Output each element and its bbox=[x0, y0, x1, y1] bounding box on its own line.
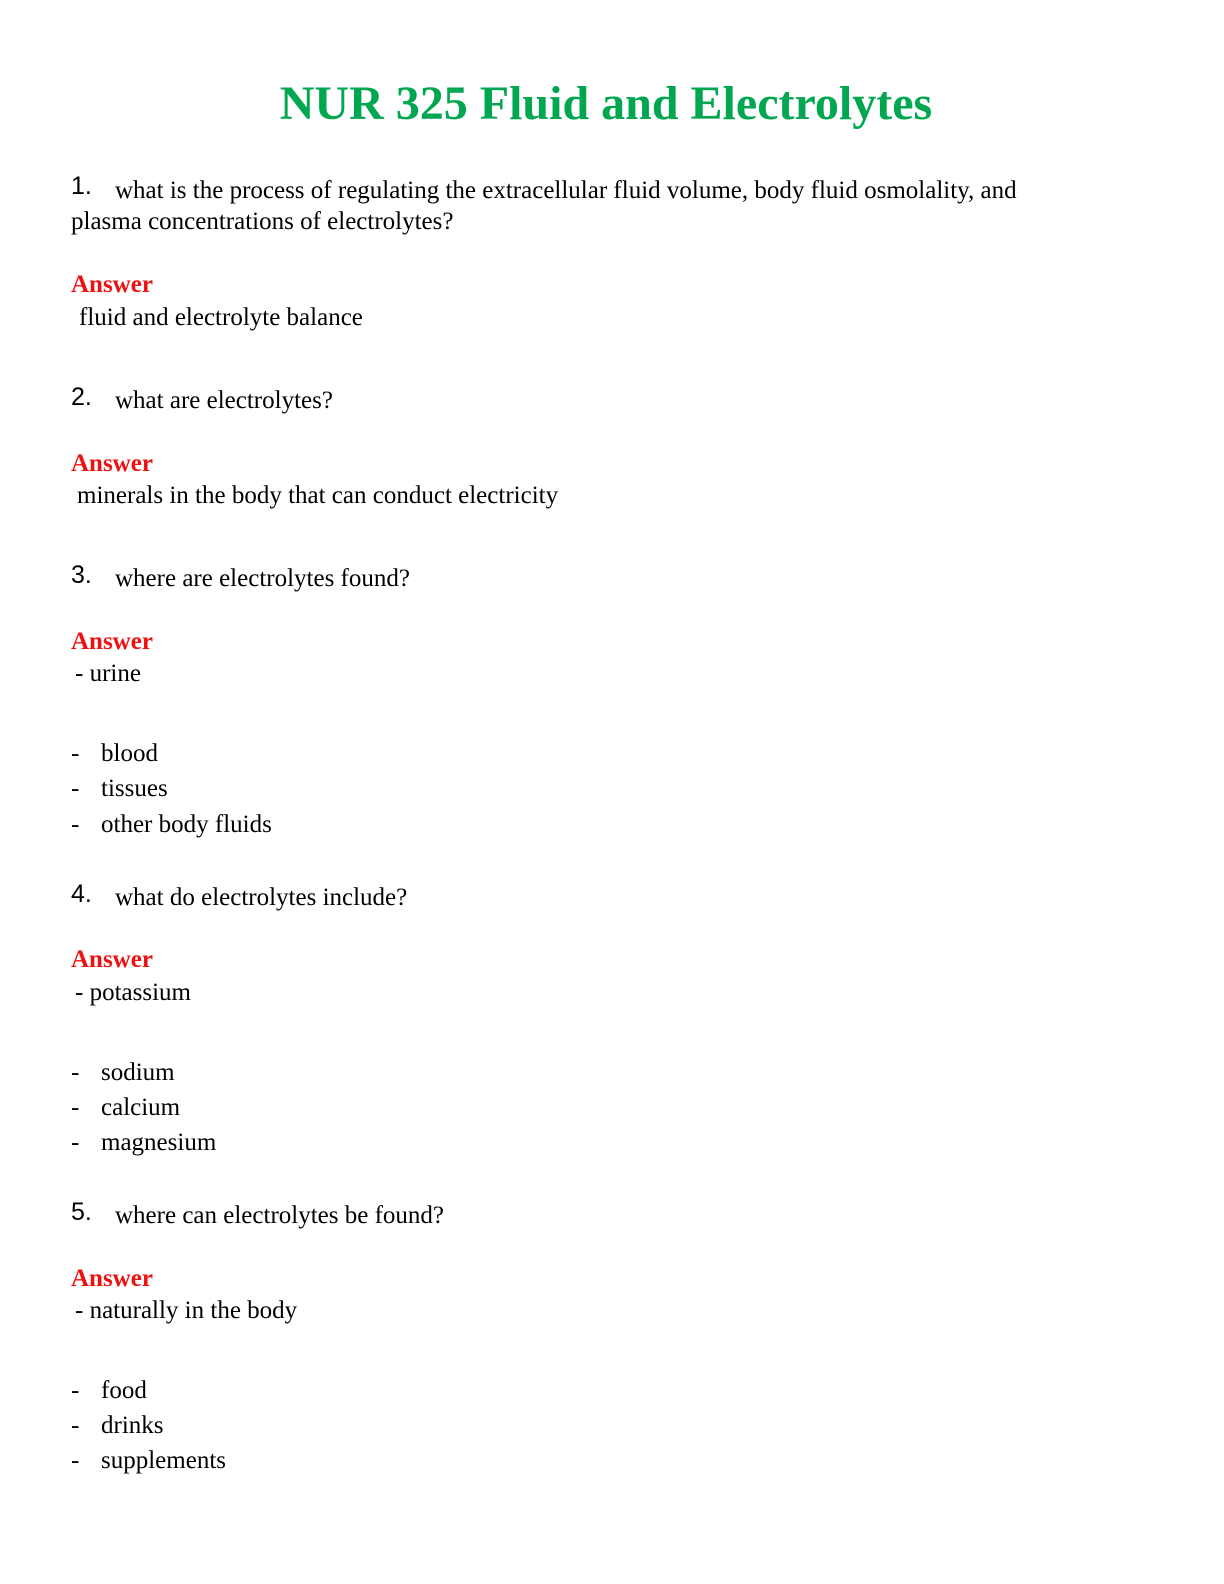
question-number: 3. bbox=[71, 561, 92, 589]
list-dash: - bbox=[71, 1377, 80, 1404]
document-title: NUR 325 Fluid and Electrolytes bbox=[279, 77, 933, 130]
answer-label: Answer bbox=[71, 628, 153, 655]
list-item: drinks bbox=[101, 1412, 164, 1439]
answer-label: Answer bbox=[71, 1265, 153, 1292]
question-text: what are electrolytes? bbox=[115, 387, 333, 414]
list-item: blood bbox=[101, 740, 158, 767]
question-text: what is the process of regulating the extracellular fluid volume, body fluid osmolality, and bbox=[115, 177, 1017, 204]
list-dash: - bbox=[71, 1412, 80, 1439]
question-text: where can electrolytes be found? bbox=[115, 1202, 445, 1229]
question-number: 1. bbox=[71, 172, 92, 200]
list-item: magnesium bbox=[101, 1129, 217, 1156]
question-text: where are electrolytes found? bbox=[115, 565, 410, 592]
list-dash: - bbox=[71, 1059, 80, 1086]
question-text-continued: plasma concentrations of electrolytes? bbox=[71, 208, 454, 235]
question-number: 4. bbox=[71, 880, 92, 908]
answer-label: Answer bbox=[71, 946, 153, 973]
answer-text: fluid and electrolyte balance bbox=[79, 304, 363, 331]
list-dash: - bbox=[71, 775, 80, 802]
answer-label: Answer bbox=[71, 450, 153, 477]
list-item: other body fluids bbox=[101, 811, 272, 838]
question-number: 2. bbox=[71, 383, 92, 411]
answer-text: - urine bbox=[75, 660, 141, 687]
list-item: supplements bbox=[101, 1447, 226, 1474]
list-item: sodium bbox=[101, 1059, 175, 1086]
list-item: tissues bbox=[101, 775, 168, 802]
answer-text: - potassium bbox=[75, 979, 191, 1006]
question-text: what do electrolytes include? bbox=[115, 884, 408, 911]
list-item: food bbox=[101, 1377, 147, 1404]
list-dash: - bbox=[71, 811, 80, 838]
list-dash: - bbox=[71, 1094, 80, 1121]
answer-label: Answer bbox=[71, 271, 153, 298]
list-item: calcium bbox=[101, 1094, 181, 1121]
list-dash: - bbox=[71, 740, 80, 767]
answer-text: minerals in the body that can conduct electricity bbox=[77, 482, 559, 509]
question-number: 5. bbox=[71, 1198, 92, 1226]
answer-text: - naturally in the body bbox=[75, 1297, 298, 1324]
list-dash: - bbox=[71, 1447, 80, 1474]
list-dash: - bbox=[71, 1129, 80, 1156]
